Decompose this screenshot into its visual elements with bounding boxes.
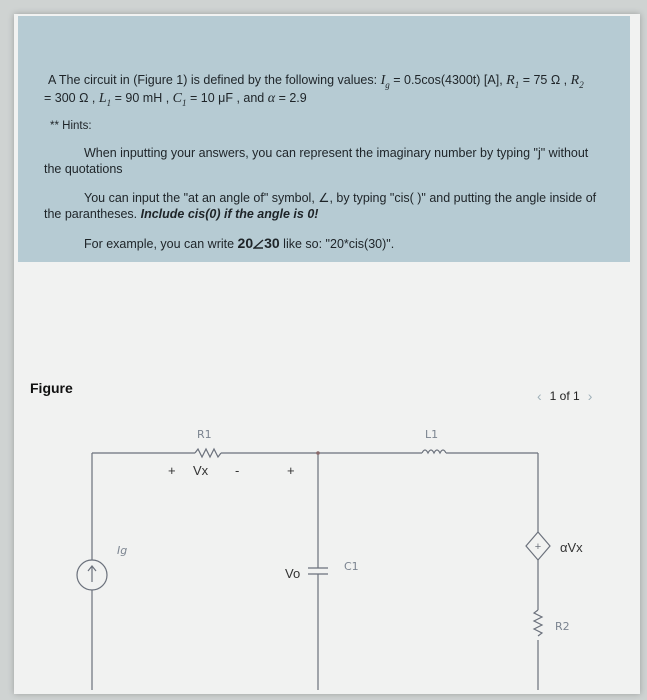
dependent-source-sign: + — [534, 541, 542, 553]
chevron-left-icon[interactable]: ‹ — [537, 388, 542, 404]
label-vo-plus: + — [287, 463, 295, 478]
label-dependent-source: αVx — [560, 540, 583, 555]
hint-1-line-1: When inputting your answers, you can represent the imaginary number by typing "j" without — [84, 146, 589, 160]
label-ig: Ig — [117, 544, 128, 557]
r2-value: = 300 Ω , — [44, 91, 99, 105]
label-vx-plus: + — [168, 463, 176, 478]
symbol-alpha: α — [267, 91, 276, 106]
inductor-l1 — [422, 450, 446, 453]
hint-3: For example, you can write 20 30 like so: "20*cis(30)". — [84, 235, 395, 251]
figure-title: Figure — [30, 380, 73, 396]
hints-header: ** Hints: — [50, 120, 92, 132]
symbol-ig: $I_g$ — [380, 73, 390, 90]
symbol-l1: $L_1$ — [98, 91, 112, 108]
r1-value: = 75 Ω , — [522, 73, 571, 87]
ig-value: = 0.5cos(4300t) [A], — [393, 73, 507, 87]
source-arrow-icon — [88, 566, 96, 582]
example-angle: 30 — [264, 235, 280, 251]
symbol-c1: $C_1$ — [172, 91, 187, 108]
label-l1: L1 — [425, 428, 439, 441]
example-magnitude: 20 — [237, 235, 254, 251]
symbol-r2: $R_2$ — [570, 73, 584, 90]
label-r2: R2 — [555, 620, 570, 633]
symbol-r1: $R_1$ — [506, 73, 520, 90]
label-r1: R1 — [197, 428, 212, 441]
label-vx: Vx — [193, 463, 209, 478]
label-c1: C1 — [344, 560, 359, 573]
hint-2-line-1: You can input the "at an angle of" symbol, ∠, by typing "cis( )" and putting the angle inside of — [84, 191, 597, 205]
c1-value: = 10 μF , and — [190, 91, 268, 105]
junction-dot — [316, 451, 320, 455]
label-vx-minus: - — [235, 463, 240, 478]
resistor-r1 — [195, 449, 221, 457]
page-count: 1 of 1 — [549, 389, 580, 403]
hint-1-line-2: the quotations — [44, 162, 123, 176]
l1-value: = 90 mH , — [114, 91, 173, 105]
alpha-value: = 2.9 — [278, 91, 307, 105]
resistor-r2 — [534, 610, 542, 636]
hint-2-bold: Include cis(0) if the angle is 0! — [140, 207, 319, 221]
hint-2-line-2: the parantheses. Include cis(0) if the angle is 0! — [44, 207, 319, 221]
problem-prefix: A The circuit in (Figure 1) is defined by the following values: — [48, 73, 381, 87]
chevron-right-icon[interactable]: › — [587, 388, 593, 404]
label-vo: Vo — [285, 566, 301, 581]
